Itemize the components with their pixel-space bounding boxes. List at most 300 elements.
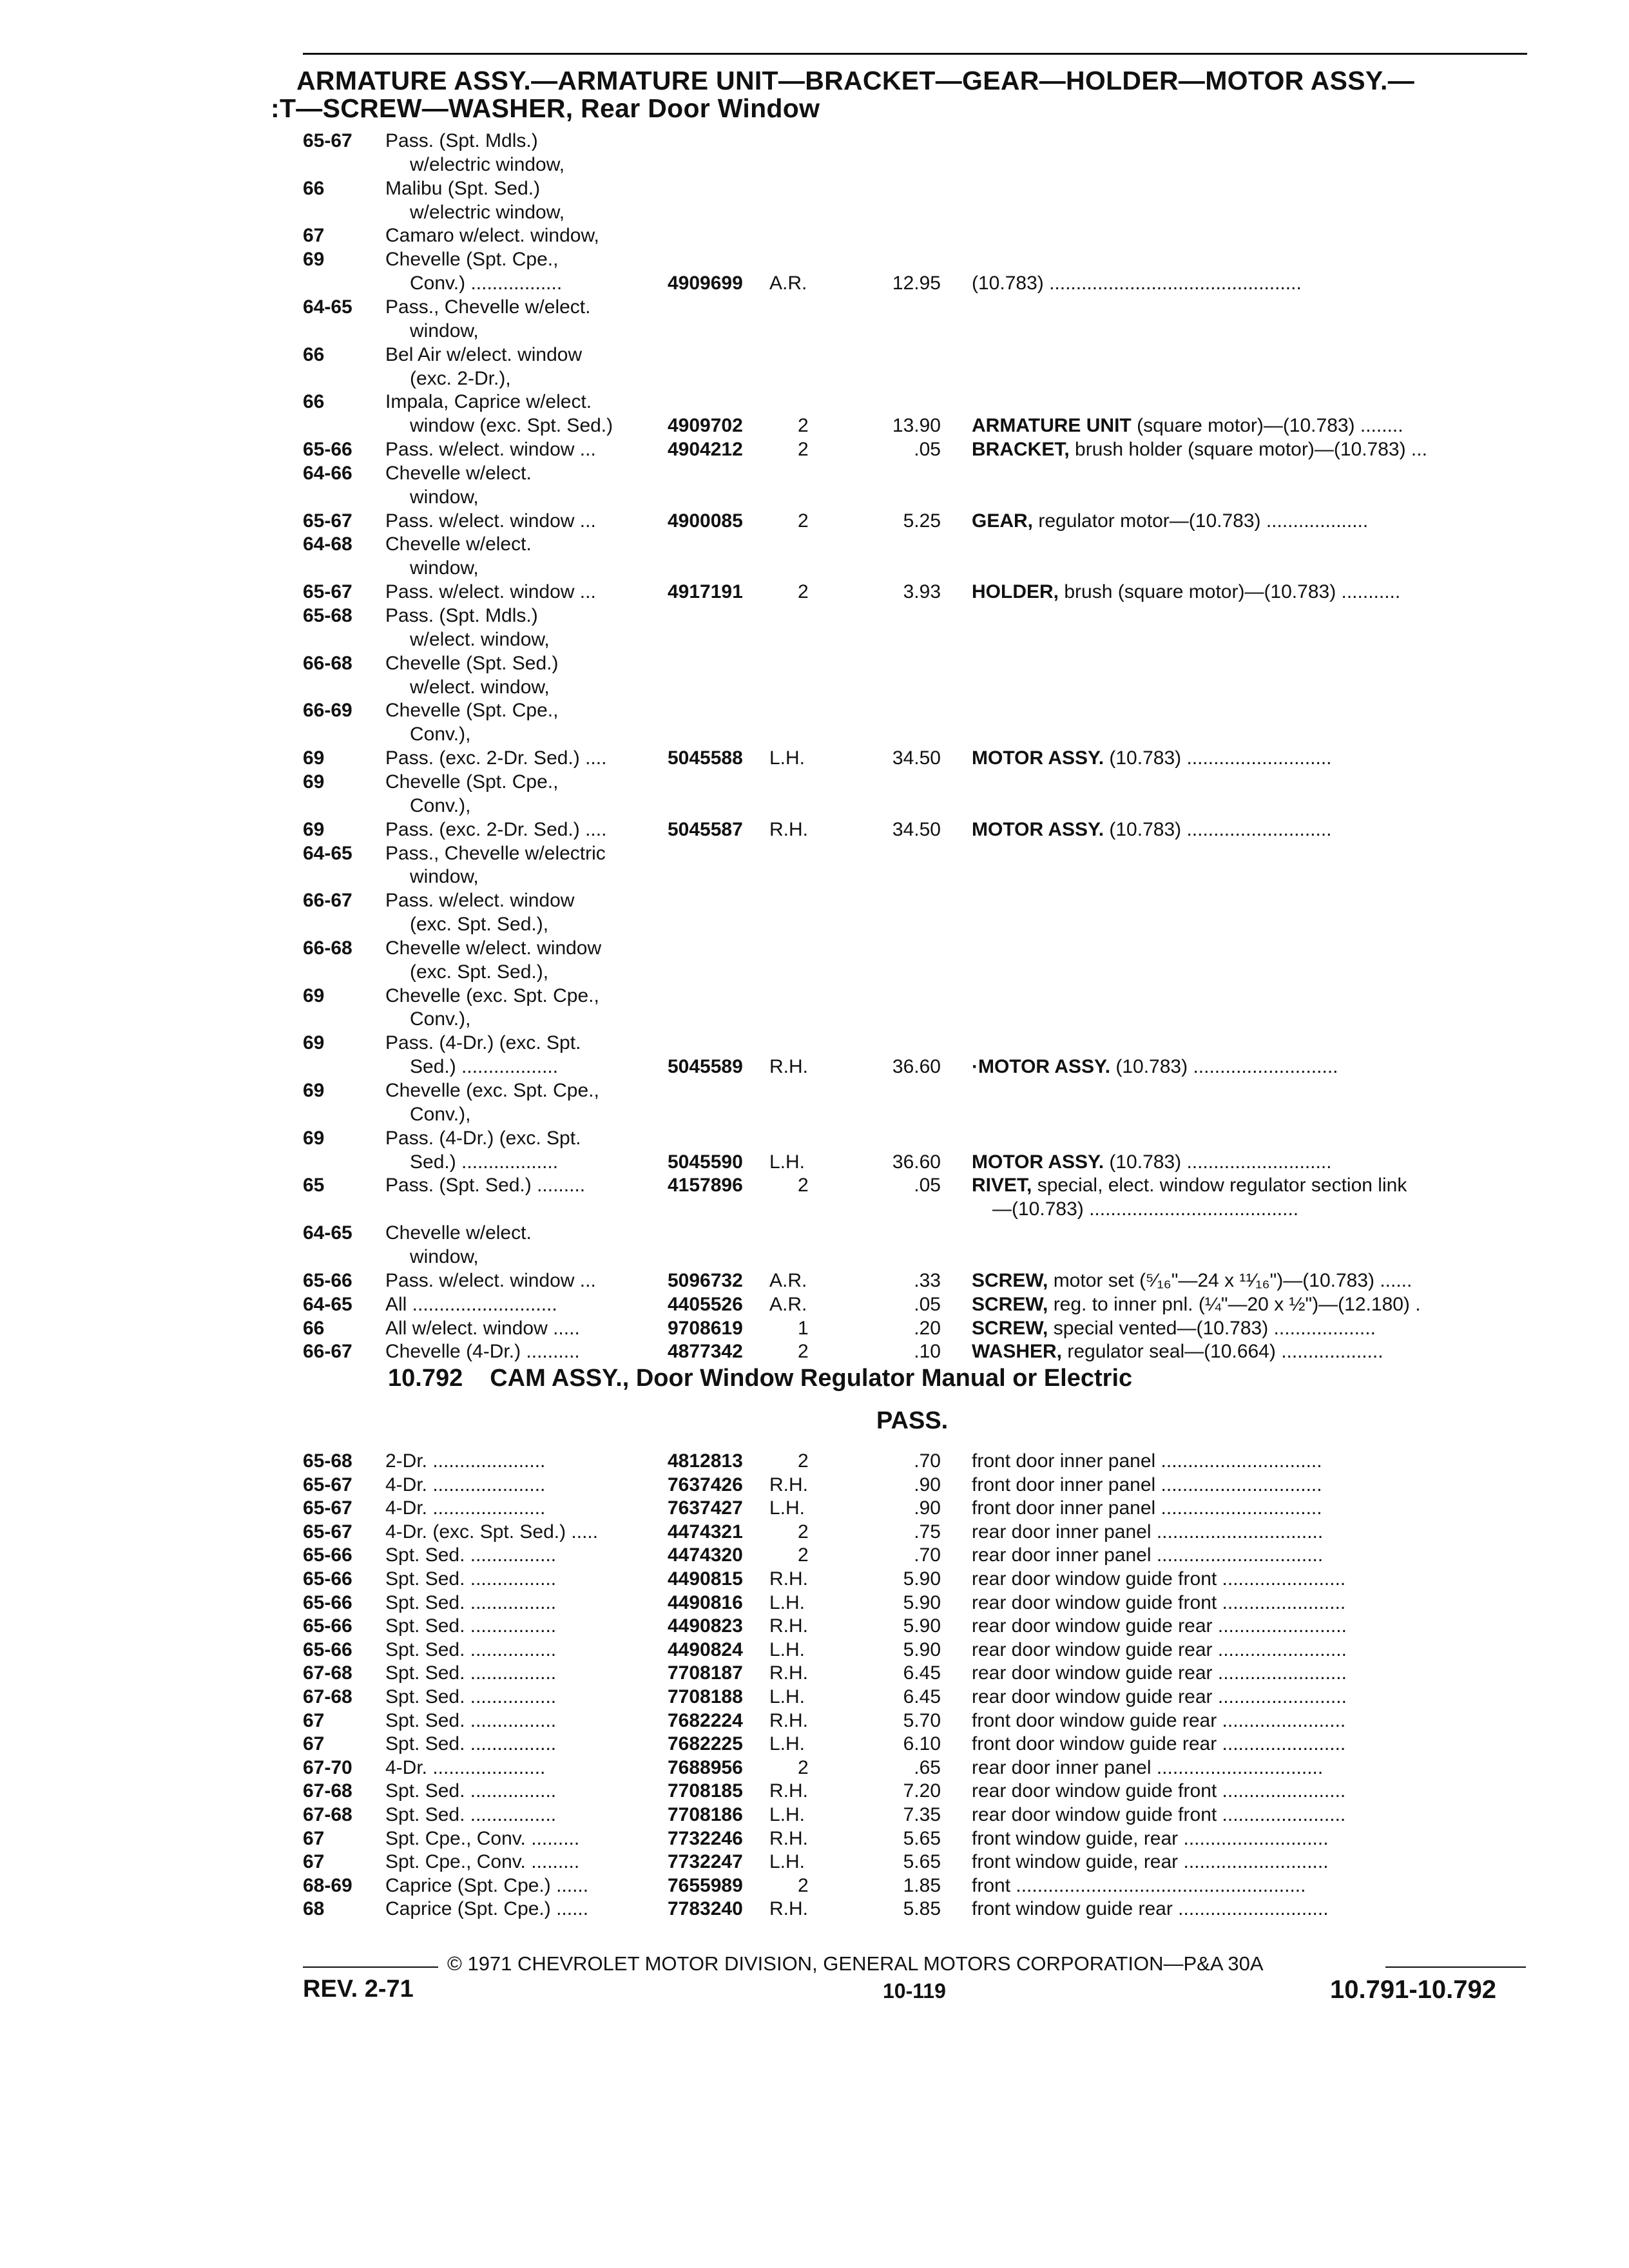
- table-row: [0, 912, 1629, 936]
- quantity: A.R.: [769, 1269, 807, 1291]
- part-number: 4490824: [668, 1639, 743, 1660]
- model-years: 66: [303, 1317, 325, 1339]
- part-name: ARMATURE UNIT: [972, 415, 1132, 437]
- table-row: [0, 271, 1629, 295]
- application-desc: (exc. 2-Dr.),: [410, 367, 511, 389]
- model-years: 69: [303, 747, 325, 769]
- table-row: [0, 1031, 1629, 1055]
- part-name: SCREW,: [972, 1269, 1048, 1291]
- table-row: [0, 1591, 1629, 1615]
- model-years: 65-67: [303, 1474, 352, 1495]
- quantity: L.H.: [769, 1804, 805, 1825]
- list-price: .70: [914, 1450, 941, 1472]
- part-detail: front door window guide rear .......................: [972, 1709, 1346, 1731]
- table-row: [0, 1850, 1629, 1874]
- model-years: 68: [303, 1898, 325, 1920]
- part-description: [972, 1449, 1526, 1473]
- application-desc: (exc. Spt. Sed.),: [410, 914, 549, 936]
- part-description: [972, 1591, 1526, 1615]
- part-detail: (10.783) ...........................: [1104, 1151, 1332, 1173]
- part-detail: rear door inner panel ...............................: [972, 1544, 1324, 1566]
- application-desc: window,: [410, 486, 479, 508]
- part-detail: (square motor)—(10.783) ........: [1131, 415, 1403, 437]
- list-price: 5.90: [903, 1615, 941, 1637]
- footer-rule-right: [1385, 1966, 1526, 1968]
- part-detail: rear door window guide rear ........................: [972, 1639, 1347, 1660]
- list-price: 36.60: [892, 1056, 941, 1078]
- table-row: [0, 1340, 1629, 1363]
- model-years: 65-66: [303, 1269, 352, 1291]
- part-detail: regulator seal—(10.664) ...................: [1062, 1341, 1383, 1363]
- part-number: 4490816: [668, 1591, 743, 1613]
- part-description: [972, 1850, 1526, 1874]
- table-row: [0, 224, 1629, 247]
- model-years: 69: [303, 771, 325, 793]
- model-years: 67-68: [303, 1804, 352, 1825]
- quantity: R.H.: [769, 1709, 808, 1731]
- part-detail: rear door window guide front .......................: [972, 1568, 1346, 1590]
- part-detail: front door inner panel ..............................: [972, 1450, 1322, 1472]
- part-number: 4405526: [668, 1293, 743, 1315]
- application-desc: Chevelle (Spt. Cpe.,: [385, 771, 559, 793]
- part-number: 7708187: [668, 1662, 743, 1684]
- part-description: [992, 1197, 1526, 1221]
- list-price: 36.60: [892, 1151, 941, 1173]
- table-row: [0, 1803, 1629, 1827]
- table-row: [0, 1614, 1629, 1638]
- quantity: L.H.: [769, 1686, 805, 1707]
- part-detail: brush (square motor)—(10.783) ...........: [1059, 581, 1401, 603]
- quantity: L.H.: [769, 1639, 805, 1660]
- application-desc: Pass. (Spt. Sed.) .........: [385, 1175, 586, 1196]
- quantity: R.H.: [769, 818, 808, 840]
- quantity: R.H.: [769, 1568, 808, 1590]
- part-number: 7732247: [668, 1851, 743, 1873]
- part-description: [972, 580, 1526, 604]
- table-row: [0, 1055, 1629, 1079]
- application-desc: Chevelle w/elect.: [385, 533, 532, 555]
- model-years: 64-66: [303, 462, 352, 484]
- part-number: 5045590: [668, 1151, 743, 1173]
- application-desc: window,: [410, 320, 479, 341]
- application-desc: Pass. (4-Dr.) (exc. Spt.: [385, 1032, 581, 1054]
- page-title: [271, 66, 1534, 123]
- table-row: [0, 1102, 1629, 1126]
- quantity: 1: [798, 1317, 809, 1339]
- part-description: [972, 1520, 1526, 1544]
- part-description: [972, 1709, 1526, 1733]
- quantity: 2: [798, 581, 809, 603]
- quantity: 2: [798, 1175, 809, 1196]
- table-row: [0, 1779, 1629, 1803]
- quantity: 2: [798, 510, 809, 532]
- table-row: [0, 1827, 1629, 1850]
- application-desc: Pass. w/elect. window ...: [385, 581, 596, 603]
- list-price: 5.90: [903, 1639, 941, 1660]
- part-description: [972, 1803, 1526, 1827]
- quantity: L.H.: [769, 1591, 805, 1613]
- application-desc: Chevelle (4-Dr.) ..........: [385, 1341, 580, 1363]
- part-description: [972, 271, 1526, 295]
- part-number: 7708188: [668, 1686, 743, 1707]
- part-description: [972, 1173, 1526, 1197]
- part-description: [972, 414, 1526, 437]
- application-desc: Chevelle w/elect. window: [385, 937, 602, 959]
- table-row: [0, 604, 1629, 628]
- table-row: [0, 889, 1629, 912]
- table-row: [0, 1269, 1629, 1293]
- table-row: [0, 698, 1629, 722]
- table-row: [0, 1473, 1629, 1497]
- model-years: 69: [303, 1080, 325, 1101]
- quantity: 2: [798, 1756, 809, 1778]
- part-name: SCREW,: [972, 1293, 1048, 1315]
- application-desc: Spt. Sed. ................: [385, 1780, 557, 1802]
- list-price: 6.45: [903, 1686, 941, 1707]
- table-row: [0, 1449, 1629, 1473]
- application-desc: Pass. (exc. 2-Dr. Sed.) ....: [385, 818, 607, 840]
- part-number: 7655989: [668, 1874, 743, 1896]
- part-name: HOLDER,: [972, 581, 1059, 603]
- list-price: 6.45: [903, 1662, 941, 1684]
- part-detail: (10.783) ...........................: [1104, 818, 1332, 840]
- model-years: 65-66: [303, 1639, 352, 1660]
- quantity: L.H.: [769, 1851, 805, 1873]
- quantity: 2: [798, 1874, 809, 1896]
- model-years: 65-67: [303, 510, 352, 532]
- model-years: 66: [303, 391, 325, 413]
- part-number: 7637426: [668, 1474, 743, 1495]
- application-desc: Chevelle (Spt. Sed.): [385, 652, 559, 674]
- part-description: [972, 1543, 1526, 1567]
- part-detail: front door inner panel ..............................: [972, 1497, 1322, 1519]
- part-number: 7682225: [668, 1733, 743, 1755]
- application-desc: 4-Dr. (exc. Spt. Sed.) .....: [385, 1521, 599, 1542]
- table-row: [0, 247, 1629, 271]
- part-number: 7637427: [668, 1497, 743, 1519]
- model-years: 67-68: [303, 1662, 352, 1684]
- application-desc: Conv.) .................: [410, 273, 563, 294]
- part-number: 4900085: [668, 510, 743, 532]
- application-desc: Chevelle w/elect.: [385, 462, 532, 484]
- table-row: [0, 414, 1629, 437]
- section-range: 10.791-10.792: [1330, 1975, 1497, 2004]
- model-years: 66: [303, 177, 325, 199]
- table-row: [0, 1221, 1629, 1245]
- table-row: [0, 509, 1629, 533]
- application-desc: 4-Dr. .....................: [385, 1474, 546, 1495]
- application-desc: Spt. Sed. ................: [385, 1709, 557, 1731]
- part-name: ·MOTOR ASSY.: [972, 1056, 1111, 1078]
- quantity: L.H.: [769, 747, 805, 769]
- application-desc: window,: [410, 557, 479, 579]
- application-desc: Spt. Sed. ................: [385, 1686, 557, 1707]
- part-description: [972, 1614, 1526, 1638]
- list-price: .05: [914, 1293, 941, 1315]
- application-desc: Spt. Cpe., Conv. .........: [385, 1851, 580, 1873]
- part-detail: rear door inner panel ...............................: [972, 1756, 1324, 1778]
- application-desc: 4-Dr. .....................: [385, 1756, 546, 1778]
- part-description: [972, 1685, 1526, 1709]
- part-number: 7708185: [668, 1780, 743, 1802]
- table-row: [0, 1520, 1629, 1544]
- model-years: 64-65: [303, 1222, 352, 1244]
- quantity: 2: [798, 1450, 809, 1472]
- part-number: 4490815: [668, 1568, 743, 1590]
- part-description: [972, 1269, 1526, 1293]
- part-detail: special vented—(10.783) ...................: [1048, 1317, 1376, 1339]
- list-price: .05: [914, 439, 941, 461]
- table-row: [0, 841, 1629, 865]
- table-row: [0, 1874, 1629, 1898]
- table-row: [0, 177, 1629, 200]
- part-description: [972, 746, 1526, 770]
- table-row: [0, 1007, 1629, 1031]
- table-row: [0, 865, 1629, 889]
- application-desc: 4-Dr. .....................: [385, 1497, 546, 1519]
- model-years: 69: [303, 1127, 325, 1149]
- application-desc: Caprice (Spt. Cpe.) ......: [385, 1874, 589, 1896]
- part-detail: front door window guide rear .......................: [972, 1733, 1346, 1755]
- table-row: [0, 936, 1629, 960]
- table-row: [0, 651, 1629, 675]
- list-price: .75: [914, 1521, 941, 1542]
- list-price: .05: [914, 1175, 941, 1196]
- list-price: .70: [914, 1544, 941, 1566]
- table-row: [0, 984, 1629, 1008]
- part-number: 5045589: [668, 1056, 743, 1078]
- application-desc: Chevelle (Spt. Cpe.,: [385, 700, 559, 722]
- application-desc: Spt. Sed. ................: [385, 1804, 557, 1825]
- part-number: 7682224: [668, 1709, 743, 1731]
- model-years: 64-68: [303, 533, 352, 555]
- footer-rule-left: [303, 1966, 438, 1968]
- table-row: [0, 770, 1629, 794]
- model-years: 65-66: [303, 1591, 352, 1613]
- part-detail: reg. to inner pnl. (¼"—20 x ½")—(12.180) .: [1048, 1293, 1421, 1315]
- part-description: [972, 1055, 1526, 1079]
- part-description: [972, 1473, 1526, 1497]
- part-description: [972, 1874, 1526, 1898]
- list-price: .90: [914, 1474, 941, 1495]
- part-number: 4904212: [668, 439, 743, 461]
- application-desc: Pass. w/elect. window ...: [385, 510, 596, 532]
- section-number: 10.792: [388, 1365, 463, 1392]
- table-row: [0, 390, 1629, 414]
- table-row: [0, 1197, 1629, 1221]
- model-years: 67-68: [303, 1686, 352, 1707]
- model-years: 69: [303, 249, 325, 271]
- table-row: [0, 580, 1629, 604]
- part-number: 4909702: [668, 415, 743, 437]
- part-description: [972, 1827, 1526, 1850]
- list-price: 12.95: [892, 273, 941, 294]
- application-desc: w/elect. window,: [410, 628, 550, 650]
- table-row: [0, 532, 1629, 556]
- table-row: [0, 960, 1629, 984]
- part-number: 4490823: [668, 1615, 743, 1637]
- application-desc: window,: [410, 866, 479, 888]
- part-detail: (10.783) ...........................: [1104, 747, 1332, 769]
- application-desc: Spt. Sed. ................: [385, 1568, 557, 1590]
- model-years: 64-65: [303, 842, 352, 864]
- list-price: .33: [914, 1269, 941, 1291]
- application-desc: Conv.),: [410, 724, 471, 745]
- application-desc: Pass., Chevelle w/electric: [385, 842, 606, 864]
- model-years: 65-67: [303, 581, 352, 603]
- table-row: [0, 675, 1629, 699]
- copyright-notice: © 1971 CHEVROLET MOTOR DIVISION, GENERAL MOTORS CORPORATION—P&A 30A: [447, 1952, 1264, 1975]
- part-name: GEAR,: [972, 510, 1034, 532]
- quantity: L.H.: [769, 1151, 805, 1173]
- application-desc: window (exc. Spt. Sed.): [410, 415, 613, 437]
- model-years: 66-68: [303, 652, 352, 674]
- model-years: 67: [303, 1827, 325, 1849]
- application-desc: Pass. (exc. 2-Dr. Sed.) ....: [385, 747, 607, 769]
- model-years: 65-68: [303, 1450, 352, 1472]
- application-desc: Bel Air w/elect. window: [385, 343, 583, 365]
- application-desc: w/electric window,: [410, 153, 565, 175]
- model-years: 66-69: [303, 700, 352, 722]
- application-desc: Conv.),: [410, 1103, 471, 1125]
- table-row: [0, 1709, 1629, 1733]
- table-row: [0, 1756, 1629, 1780]
- quantity: 2: [798, 1544, 809, 1566]
- model-years: 65-68: [303, 605, 352, 626]
- part-detail: rear door window guide front .......................: [972, 1780, 1346, 1802]
- part-description: [972, 1779, 1526, 1803]
- quantity: R.H.: [769, 1474, 808, 1495]
- application-desc: Sed.) ..................: [410, 1151, 559, 1173]
- table-row: [0, 556, 1629, 580]
- quantity: R.H.: [769, 1780, 808, 1802]
- application-desc: Chevelle (exc. Spt. Cpe.,: [385, 1080, 599, 1101]
- page-number: 10-119: [883, 1979, 946, 2003]
- part-number: 5045587: [668, 818, 743, 840]
- part-detail: rear door window guide rear ........................: [972, 1615, 1347, 1637]
- table-row: [0, 1661, 1629, 1685]
- quantity: 2: [798, 1521, 809, 1542]
- part-description: [972, 437, 1526, 461]
- quantity: 2: [798, 439, 809, 461]
- application-desc: Conv.),: [410, 1008, 471, 1030]
- quantity: L.H.: [769, 1497, 805, 1519]
- list-price: .20: [914, 1317, 941, 1339]
- table-row: [0, 794, 1629, 818]
- application-desc: All w/elect. window .....: [385, 1317, 580, 1339]
- part-description: [972, 1293, 1526, 1316]
- table-row: [0, 1293, 1629, 1316]
- table-row: [0, 343, 1629, 367]
- quantity: R.H.: [769, 1827, 808, 1849]
- application-desc: Pass. (4-Dr.) (exc. Spt.: [385, 1127, 581, 1149]
- table-row: [0, 319, 1629, 343]
- list-price: .90: [914, 1497, 941, 1519]
- part-detail: rear door window guide front .......................: [972, 1804, 1346, 1825]
- application-desc: w/electric window,: [410, 201, 565, 223]
- part-detail: brush holder (square motor)—(10.783) ...: [1069, 439, 1427, 461]
- quantity: L.H.: [769, 1733, 805, 1755]
- part-number: 7783240: [668, 1898, 743, 1920]
- model-years: 67: [303, 1709, 325, 1731]
- model-years: 67: [303, 225, 325, 247]
- part-detail: rear door inner panel ...............................: [972, 1521, 1324, 1542]
- list-price: .10: [914, 1341, 941, 1363]
- list-price: 7.20: [903, 1780, 941, 1802]
- table-row: [0, 746, 1629, 770]
- title-line-1: ARMATURE ASSY.—ARMATURE UNIT—BRACKET—GEAR—HOLDER—MOTOR ASSY.—: [296, 66, 1415, 95]
- part-name: SCREW,: [972, 1317, 1048, 1339]
- part-description: [972, 1567, 1526, 1591]
- application-desc: Malibu (Spt. Sed.): [385, 177, 541, 199]
- application-desc: window,: [410, 1245, 479, 1267]
- quantity: A.R.: [769, 1293, 807, 1315]
- part-detail: front window guide rear ............................: [972, 1898, 1329, 1920]
- table-row: [0, 1079, 1629, 1102]
- application-desc: Impala, Caprice w/elect.: [385, 391, 592, 413]
- application-desc: Sed.) ..................: [410, 1056, 559, 1078]
- part-description: [972, 509, 1526, 533]
- part-detail: special, elect. window regulator section link: [1032, 1175, 1407, 1196]
- part-name: RIVET,: [972, 1175, 1032, 1196]
- application-desc: w/elect. window,: [410, 676, 550, 698]
- model-years: 66-68: [303, 937, 352, 959]
- revision-label: REV. 2-71: [303, 1975, 414, 2003]
- list-price: .65: [914, 1756, 941, 1778]
- table-row: [0, 1638, 1629, 1662]
- application-desc: Spt. Cpe., Conv. .........: [385, 1827, 580, 1849]
- list-price: 7.35: [903, 1804, 941, 1825]
- part-number: 4157896: [668, 1175, 743, 1196]
- part-detail: —(10.783) .......................................: [992, 1198, 1299, 1220]
- model-years: 69: [303, 1032, 325, 1054]
- part-description: [972, 818, 1526, 841]
- part-number: 9708619: [668, 1317, 743, 1339]
- application-desc: 2-Dr. .....................: [385, 1450, 546, 1472]
- application-desc: Spt. Sed. ................: [385, 1662, 557, 1684]
- table-row: [0, 818, 1629, 841]
- part-number: 7688956: [668, 1756, 743, 1778]
- list-price: 5.90: [903, 1591, 941, 1613]
- application-desc: Pass. w/elect. window ...: [385, 439, 596, 461]
- application-desc: Camaro w/elect. window,: [385, 225, 599, 247]
- part-number: 4909699: [668, 273, 743, 294]
- application-desc: Chevelle (exc. Spt. Cpe.,: [385, 985, 599, 1006]
- part-detail: rear door window guide rear ........................: [972, 1686, 1347, 1707]
- part-description: [972, 1316, 1526, 1340]
- application-desc: Pass. (Spt. Mdls.): [385, 130, 538, 151]
- model-years: 66-67: [303, 890, 352, 912]
- model-years: 65-66: [303, 1544, 352, 1566]
- model-years: 67: [303, 1851, 325, 1873]
- part-name: MOTOR ASSY.: [972, 1151, 1104, 1173]
- quantity: R.H.: [769, 1615, 808, 1637]
- part-number: 4812813: [668, 1450, 743, 1472]
- list-price: 5.25: [903, 510, 941, 532]
- table-row: [0, 1126, 1629, 1150]
- part-description: [972, 1496, 1526, 1520]
- table-row: [0, 200, 1629, 224]
- part-name: BRACKET,: [972, 439, 1070, 461]
- application-desc: Chevelle w/elect.: [385, 1222, 532, 1244]
- part-description: [972, 1340, 1526, 1363]
- table-row: [0, 1567, 1629, 1591]
- model-years: 65-67: [303, 130, 352, 151]
- application-desc: Conv.),: [410, 794, 471, 816]
- application-desc: Pass. w/elect. window ...: [385, 1269, 596, 1291]
- table-row: [0, 1316, 1629, 1340]
- part-detail: (10.783) ...............................................: [972, 273, 1302, 294]
